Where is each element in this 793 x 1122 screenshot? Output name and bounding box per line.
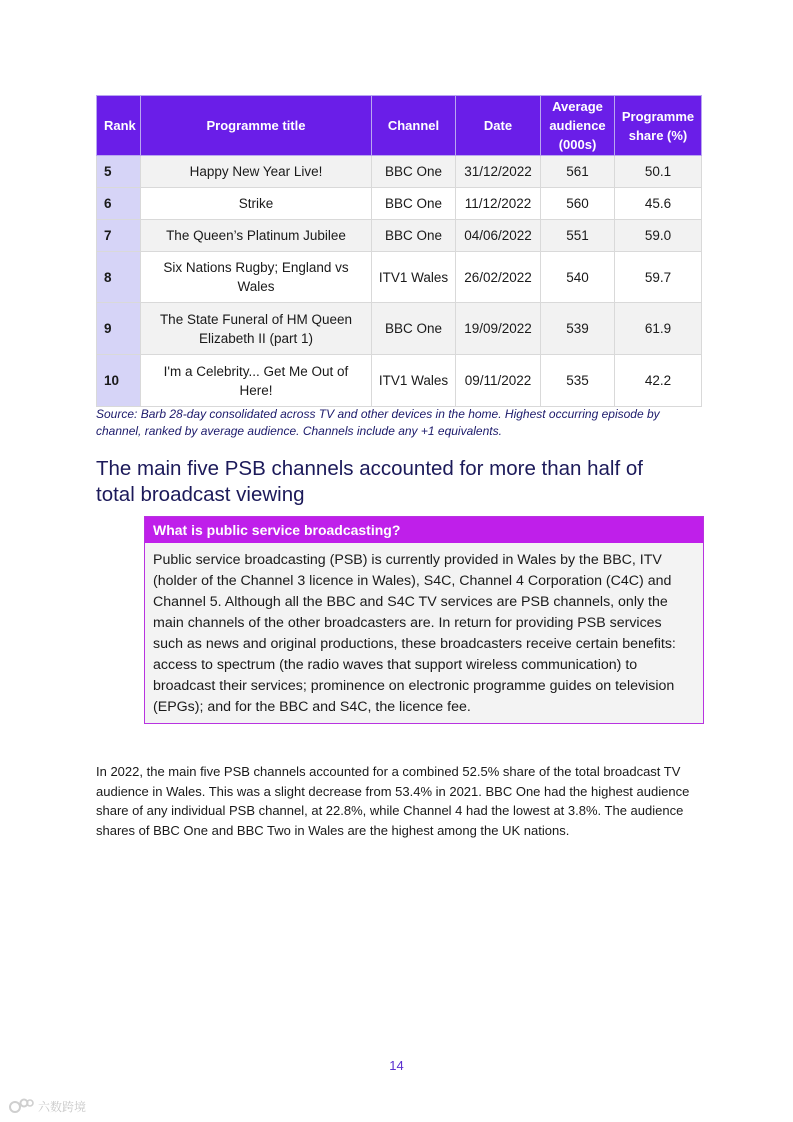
info-box-line: Channel 5. Although all the BBC and S4C TV services are PSB channels, only the	[153, 594, 668, 610]
table-source-note	[96, 406, 706, 440]
cell-title: The Queen’s Platinum Jubilee	[141, 220, 372, 252]
cell-share: 61.9	[615, 303, 702, 355]
header-programme-title: Programme title	[141, 96, 372, 156]
cell-title-line-2: Wales	[237, 279, 275, 294]
cell-rank: 6	[97, 188, 141, 220]
cell-rank: 9	[97, 303, 141, 355]
header-date: Date	[456, 96, 541, 156]
cell-channel: ITV1 Wales	[372, 355, 456, 407]
info-box-title: What is public service broadcasting?	[145, 517, 703, 543]
cell-title	[141, 303, 372, 355]
header-programme-share	[615, 96, 702, 156]
cell-title-line-2: Here!	[239, 382, 273, 398]
cell-audience: 561	[541, 156, 615, 188]
cell-share: 45.6	[615, 188, 702, 220]
source-line-1: Source: Barb 28-day consolidated across TV and other devices in the home. Highest occurring episode by	[96, 407, 660, 421]
source-line-2: channel, ranked by average audience. Channels include any +1 equivalents.	[96, 424, 502, 438]
psb-info-box	[144, 516, 704, 724]
cell-channel: BBC One	[372, 303, 456, 355]
info-box-line: such as news and original productions, these broadcasters receive certain benefits:	[153, 636, 676, 652]
cell-title	[141, 252, 372, 303]
cell-rank: 7	[97, 220, 141, 252]
cell-audience: 560	[541, 188, 615, 220]
header-audience-line-2: audience	[549, 118, 606, 133]
cell-channel: ITV1 Wales	[372, 252, 456, 303]
header-channel: Channel	[372, 96, 456, 156]
cell-date: 11/12/2022	[456, 188, 541, 220]
header-audience-line-3: (000s)	[558, 137, 597, 152]
cell-rank: 10	[97, 355, 141, 407]
paragraph-line: share of any individual PSB channel, at 22.8%, while Channel 4 had the lowest at 3.8%. The audience	[96, 803, 684, 819]
cell-title-line-1: I'm a Celebrity... Get Me Out of	[163, 363, 349, 379]
info-box-line: Public service broadcasting (PSB) is currently provided in Wales by the BBC, ITV	[153, 552, 662, 568]
paragraph-line: In 2022, the main five PSB channels accounted for a combined 52.5% share of the total broadcast TV	[96, 764, 681, 779]
info-box-body	[145, 543, 703, 718]
cell-share: 50.1	[615, 156, 702, 188]
cell-date: 19/09/2022	[456, 303, 541, 355]
info-box-line: (holder of the Channel 3 licence in Wales), S4C, Channel 4 Corporation (C4C) and	[153, 573, 672, 589]
header-average-audience	[541, 96, 615, 156]
info-box-line: access to spectrum (the radio waves that support wireless communication) to	[153, 657, 638, 673]
cell-channel: BBC One	[372, 156, 456, 188]
table-header-row	[97, 96, 702, 156]
cell-rank: 8	[97, 252, 141, 303]
cell-channel: BBC One	[372, 188, 456, 220]
cell-title: Happy New Year Live!	[141, 156, 372, 188]
heading-line-2: total broadcast viewing	[96, 483, 305, 506]
header-rank: Rank	[97, 96, 141, 156]
cell-title: Strike	[141, 188, 372, 220]
watermark-text: 六数跨境	[38, 1099, 87, 1114]
table-row	[97, 252, 702, 303]
header-share-line-2: share (%)	[628, 127, 688, 143]
cell-audience: 540	[541, 252, 615, 303]
watermark	[8, 1097, 86, 1115]
watermark-logo-icon	[8, 1097, 34, 1115]
cell-audience: 535	[541, 355, 615, 407]
cell-share: 42.2	[615, 355, 702, 407]
cell-audience: 551	[541, 220, 615, 252]
cell-share: 59.0	[615, 220, 702, 252]
info-box-line: broadcast their services; prominence on electronic programme guides on television	[153, 678, 675, 694]
cell-date: 31/12/2022	[456, 156, 541, 188]
cell-title-line-1: The State Funeral of HM Queen	[159, 311, 353, 327]
table-row	[97, 303, 702, 355]
cell-title-line-1: Six Nations Rugby; England vs	[163, 260, 349, 275]
body-paragraph	[96, 762, 704, 841]
table-row	[97, 220, 702, 252]
cell-date: 04/06/2022	[456, 220, 541, 252]
table-row	[97, 156, 702, 188]
cell-title-line-2: Elizabeth II (part 1)	[198, 330, 314, 346]
heading-line-1: The main five PSB channels accounted for more than half of	[96, 457, 643, 480]
header-audience-line-1: Average	[552, 99, 603, 114]
header-share-line-1: Programme	[621, 108, 695, 124]
paragraph-line: audience in Wales. This was a slight decrease from 53.4% in 2021. BBC One had the highest audience	[96, 783, 690, 799]
table-row	[97, 188, 702, 220]
cell-rank: 5	[97, 156, 141, 188]
section-heading	[96, 456, 716, 508]
cell-audience: 539	[541, 303, 615, 355]
cell-date: 26/02/2022	[456, 252, 541, 303]
cell-title	[141, 355, 372, 407]
cell-channel: BBC One	[372, 220, 456, 252]
info-box-line: (EPGs); and for the BBC and S4C, the licence fee.	[153, 699, 471, 715]
cell-date: 09/11/2022	[456, 355, 541, 407]
info-box-line: main channels of the other broadcasters are. In return for providing PSB services	[153, 615, 662, 631]
cell-share: 59.7	[615, 252, 702, 303]
top-programmes-table	[96, 95, 702, 407]
page-number: 14	[389, 1058, 404, 1073]
table-row	[97, 355, 702, 407]
paragraph-line: shares of BBC One and BBC Two in Wales are the highest among the UK nations.	[96, 823, 570, 839]
